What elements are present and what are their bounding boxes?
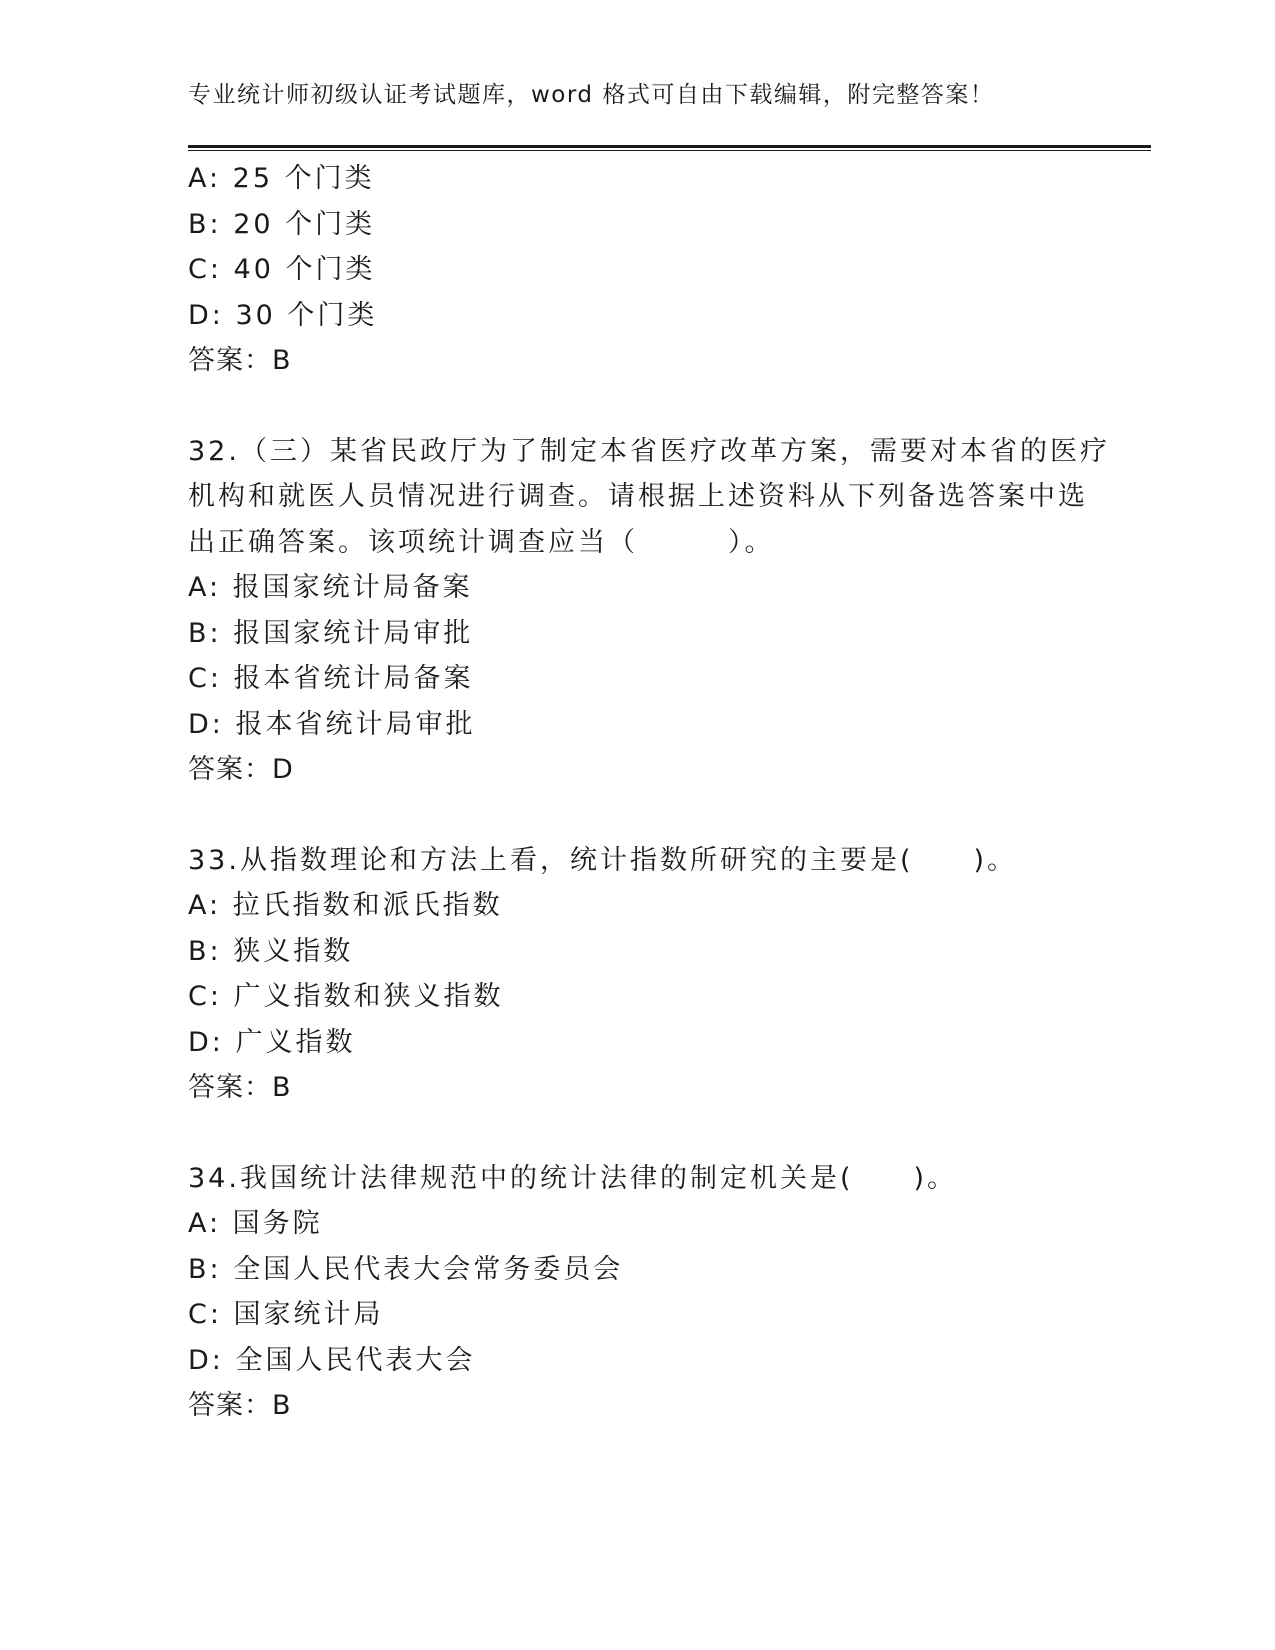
block-gap [188,384,1088,429]
option-d: D: 报本省统计局审批 [188,708,476,740]
option-b: B: 狭义指数 [188,935,354,967]
block-gap [188,793,1088,838]
answer: 答案：B [188,1390,292,1421]
header-divider-thin [188,150,1151,151]
answer: 答案：D [188,754,294,785]
block-gap [188,1111,1088,1156]
answer: 答案：B [188,345,292,376]
option-b: B: 20 个门类 [188,208,376,240]
question-text: 34.我国统计法律规范中的统计法律的制定机关是( )。 [188,1162,958,1194]
question-block [188,838,1088,1111]
option-c: C: 广义指数和狭义指数 [188,981,504,1012]
option-b: B: 报国家统计局审批 [188,617,474,649]
question-text: 33.从指数理论和方法上看，统计指数所研究的主要是( )。 [188,844,1018,876]
option-d: D: 全国人民代表大会 [188,1344,476,1376]
page-header: 专业统计师初级认证考试题库，word 格式可自由下载编辑，附完整答案！ [188,82,995,108]
answer: 答案：B [188,1072,292,1103]
option-c: C: 国家统计局 [188,1299,384,1330]
option-b: B: 全国人民代表大会常务委员会 [188,1253,624,1285]
option-c: C: 40 个门类 [188,254,376,285]
question-content [188,156,1110,1429]
option-a: A: 拉氏指数和派氏指数 [188,890,503,921]
option-a: A: 25 个门类 [188,163,375,194]
header-divider [188,145,1151,148]
option-d: D: 30 个门类 [188,299,378,331]
question-block [188,429,1110,793]
option-c: C: 报本省统计局备案 [188,663,474,694]
option-a: A: 报国家统计局备案 [188,572,473,603]
question-block [188,156,1088,384]
question-text: 出正确答案。该项统计调查应当（ ）。 [188,526,775,558]
question-block [188,1156,1088,1429]
option-d: D: 广义指数 [188,1026,356,1058]
question-text: 32.（三）某省民政厅为了制定本省医疗改革方案，需要对本省的医疗 [188,435,1110,467]
option-a: A: 国务院 [188,1208,323,1239]
question-text: 机构和就医人员情况进行调查。请根据上述资料从下列备选答案中选 [188,481,1088,512]
